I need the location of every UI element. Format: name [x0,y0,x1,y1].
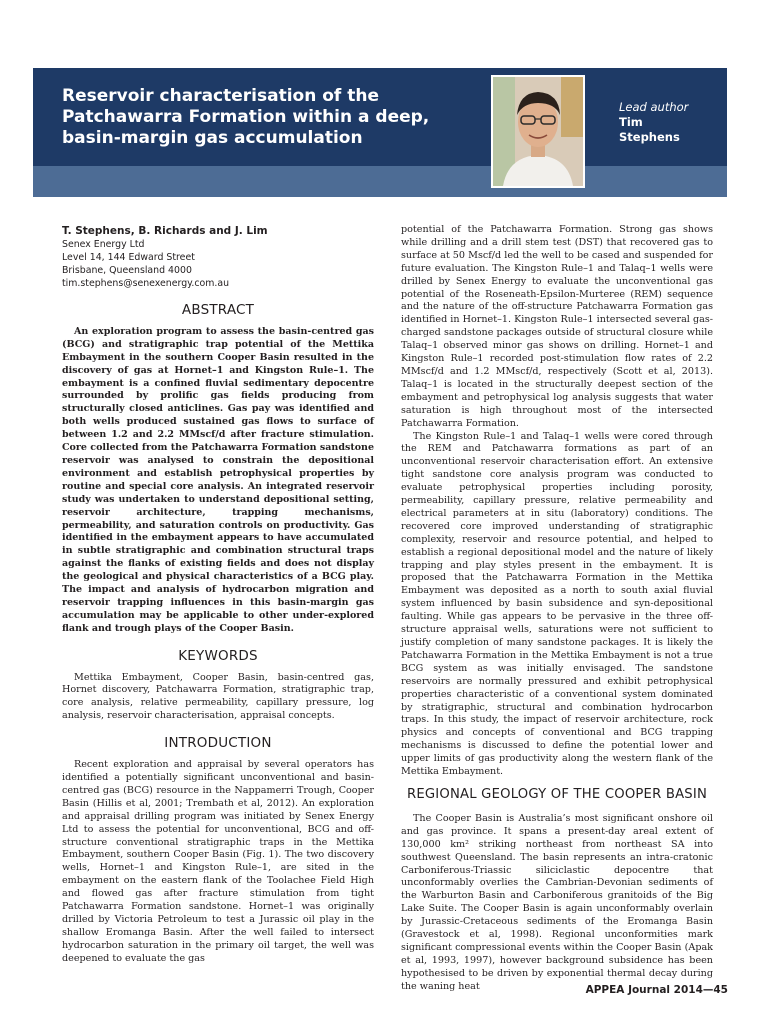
introduction-paragraph: The Kingston Rule–1 and Talaq–1 wells were cored through the REM and Patchawarra formations as part of an unconventional reservoir characterisation effort. An extensive tight sandstone core analysis program was conducted to evaluate petrophysical properties including porosity, permeability, capillary pressure, relative permeability and electrical parameters at in situ (laboratory) conditions. The recovered core improved understanding of stratigraphic complexity, reservoir and resource potential, and helped to establish a regional depositional model and the nature of likely trapping and play styles present in the embayment. It is proposed that the Patchawarra Formation in the Mettika Embayment was deposited as a north to south axial fluvial system influenced by basin subsidence and syn-depositional faulting. While gas appears to be pervasive in the three off-structure appraisal wells, saturations were not sufficient to justify completion of many sandstone packages. It is likely the Patchawarra Formation in the Mettika Embayment is not a true BCG system as was initially envisaged. The sandstone reservoirs are normally pressured and exhibit petrophysical properties characteristic of a conventional system dominated by stratigraphic, structural and combination hydrocarbon traps. In this study, the impact of reservoir architecture, rock physics and concepts of conventional and BCG trapping mechanisms is discussed to define the potential lower and upper limits of gas productivity along the western flank of the Mettika Embayment. [401,430,713,778]
author-portrait-image [493,77,583,186]
author-photo [491,75,585,188]
affiliation-line: Senex Energy Ltd [62,239,145,250]
introduction-paragraph-continued: potential of the Patchawarra Formation. Strong gas shows while drilling and a drill stem test (DST) that recovered gas to surface at 50 Mscf/d led the well to be cased and suspended for future evaluation. The Kingston Rule–1 and Talaq–1 wells were drilled by Senex Energy to evaluate the unconventional gas potential of the Roseneath-Epsilon-Murteree (REM) sequence and the nature of the off-structure Patchawarra Formation gas identified in Hornet–1. Kingston Rule–1 intersected several gas-charged sandstone packages outside of structural closure while Talaq–1 observed minor gas shows on drilling. Hornet–1 and Kingston Rule–1 recorded post-stimulation flow rates of 2.2 MMscf/d and 1.2 MMscf/d, respectively (Scott et al, 2013). Talaq–1 is located in the structurally deepest section of the embayment and petrophysical log analysis suggests that water saturation is high throughout most of the intersected Patchawarra Formation. [401,224,713,429]
abstract-heading: ABSTRACT [181,302,255,318]
keywords-text: Mettika Embayment, Cooper Basin, basin-centred gas, Hornet discovery, Patchawarra Formation, stratigraphic trap, core analysis, relative permeability, capillary pressure, log analysis, reservoir characterisation, appraisal concepts. [62,671,374,722]
regional-geology-heading: REGIONAL GEOLOGY OF THE COOPER BASIN [406,786,708,802]
lead-author-label: Lead author [619,100,689,114]
introduction-paragraph: Recent exploration and appraisal by several operators has identified a potentially significant unconventional and basin-centred gas (BCG) resource in the Nappamerri Trough, Cooper Basin (Hillis et al, 2001; Trembath et al, 2012). An exploration and appraisal drilling program was initiated by Senex Energy Ltd to assess the potential for unconventional, BCG and off-structure conventional stratigraphic traps in the Mettika Embayment, southern Cooper Basin (Fig. 1). The two discovery wells, Hornet–1 and Kingston Rule–1, are sited in the embayment on the eastern flank of the Toolachee Field High and flowed gas after fracture stimulation from tight Patchawarra Formation sandstone. Hornet–1 was originally drilled by Victoria Petroleum to test a Jurassic oil play in the shallow Eromanga Basin. After the well failed to intersect hydrocarbon saturation in the primary oil target, the well was deepened to evaluate the gas [62,759,374,964]
keywords-heading: KEYWORDS [178,647,258,664]
author-names: T. Stephens, B. Richards and J. Lim [62,225,268,237]
article-title: Reservoir characterisation of the Patchawarra Formation within a deep, basin-margin gas accumulation [62,86,430,148]
lead-author-first-name: Tim [619,115,643,129]
page-footer: APPEA Journal 2014—45 [585,984,728,996]
affiliation-line: Level 14, 144 Edward Street [62,252,195,263]
title-banner [33,68,727,197]
left-column [62,224,374,966]
abstract-text: An exploration program to assess the basin-centred gas (BCG) and stratigraphic trap potential of the Mettika Embayment in the southern Cooper Basin resulted in the discovery of gas at Hornet–1 and Kingston Rule–1. The embayment is a confined fluvial sedimentary depocentre surrounded by prolific gas fields producing from structurally closed anticlines. Gas pay was identified and both wells produced sustained gas flows to surface of between 1.2 and 2.2 MMscf/d after fracture stimulation. Core collected from the Patchawarra Formation sandstone reservoir was analysed to constrain the depositional environment and establish petrophysical properties by routine and special core analysis. An integrated reservoir study was undertaken to understand depositional setting, reservoir architecture, trapping mechanisms, permeability, and saturation controls on productivity. Gas identified in the embayment appears to have accumulated in subtle stratigraphic and combination structural traps against the flanks of existing fields and does not display the geological and physical characteristics of a BCG play. The impact and analysis of hydrocarbon migration and reservoir trapping influences in this basin-margin gas accumulation may be applicable to other under-explored flank and trough plays of the Cooper Basin. [62,325,374,634]
affiliation-line: Brisbane, Queensland 4000 [62,265,192,276]
banner-strip [33,166,727,197]
author-email: tim.stephens@senexenergy.com.au [62,278,230,289]
introduction-heading: INTRODUCTION [164,735,272,752]
right-column [401,224,713,994]
regional-geology-paragraph: The Cooper Basin is Australia’s most significant onshore oil and gas province. It spans a present-day areal extent of 130,000 km² striking northeast from northeast SA into southwest Queensland. The basin represents an intra-cratonic Carboniferous-Triassic siliciclastic depocentre that unconformably overlies the Cambrian-Devonian sediments of the Warburton Basin and Carboniferous granitoids of the Big Lake Suite. The Cooper Basin is again unconformably overlain by Jurassic-Cretaceous sediments of the Eromanga Basin (Gravestock et al, 1998). Regional unconformities mark significant compressional events within the Cooper Basin (Apak et al, 1993, 1997), however background subsidence has been hypothesised to be driven by exponential thermal decay during the waning heat [401,812,713,992]
lead-author-block [619,100,688,145]
lead-author-last-name: Stephens [619,130,680,144]
